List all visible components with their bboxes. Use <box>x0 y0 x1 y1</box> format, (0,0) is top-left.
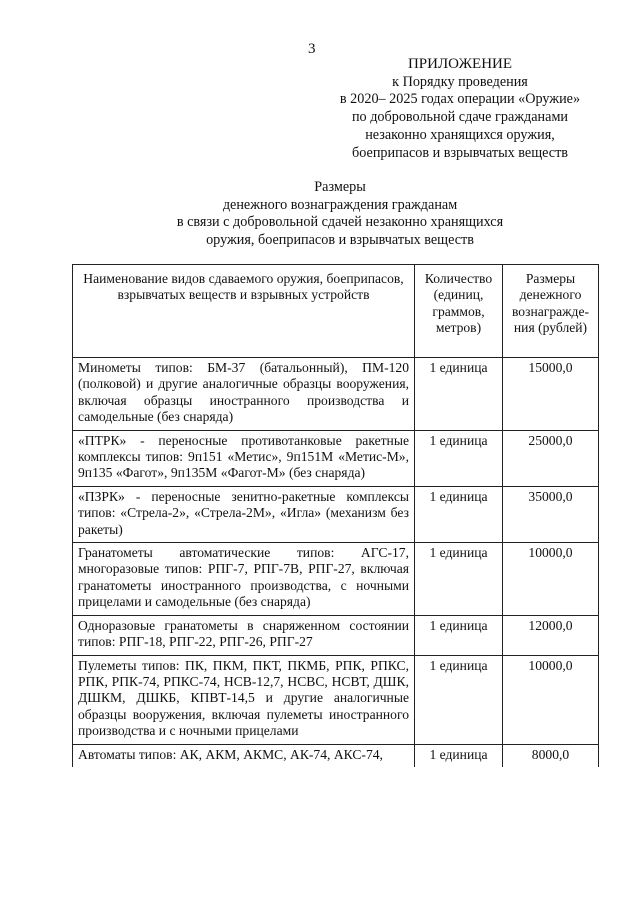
row-amount: 10000,0 <box>503 655 599 744</box>
heading-line: Размеры <box>314 179 366 195</box>
heading-line: оружия, боеприпасов и взрывчатых веществ <box>206 231 474 248</box>
row-name: Гранатометы автоматические типов: АГС-17, многоразовые типов: РПГ-7, РПГ-7В, РПГ-27, включая гранатометы иностранного производства, с ночными прицелами и самодельные (без снаряда) <box>73 543 415 616</box>
row-name: Одноразовые гранатометы в снаряженном состоянии типов: РПГ-18, РПГ-22, РПГ-26, РПГ-27 <box>73 615 415 655</box>
row-amount: 12000,0 <box>503 615 599 655</box>
appendix-title: ПРИЛОЖЕНИЕ <box>407 56 513 72</box>
appendix-line: боеприпасов и взрывчатых веществ <box>352 144 568 161</box>
appendix-line: незаконно хранящихся оружия, <box>365 126 555 143</box>
row-name: Минометы типов: БМ-37 (батальонный), ПМ-120 (полковой) и другие аналогичные образцы вооружения, включая образцы иностранного производства и самодельные (без снаряда) <box>73 358 415 431</box>
heading-line: в связи с добровольной сдачей незаконно хранящихся <box>176 214 504 230</box>
row-amount: 15000,0 <box>503 358 599 431</box>
table-row <box>73 615 599 655</box>
table-row <box>73 655 599 744</box>
appendix-line: к Порядку проведения <box>392 73 528 90</box>
appendix-line: по добровольной сдаче гражданами <box>351 109 569 126</box>
row-quantity: 1 единица <box>415 615 503 655</box>
heading-line: денежного вознаграждения гражданам <box>222 196 458 213</box>
row-amount: 8000,0 <box>503 744 599 767</box>
header-amount: Размеры денежного вознагражде-ния (рублей) <box>503 265 599 358</box>
row-name: «ПЗРК» - переносные зенитно-ракетные комплексы типов: «Стрела-2», «Стрела-2М», «Игла» (механизм без ракеты) <box>73 486 415 542</box>
table-row <box>73 486 599 542</box>
row-amount: 10000,0 <box>503 543 599 616</box>
table-row <box>73 430 599 486</box>
page-number: 3 <box>308 41 316 57</box>
table-header-row <box>73 265 599 358</box>
document-heading <box>60 179 620 249</box>
row-name: «ПТРК» - переносные противотанковые ракетные комплексы типов: 9п151 «Метис», 9п151М «Метис-М», 9п135 «Фагот», 9п135М «Фагот-М» (без снаряда) <box>73 430 415 486</box>
row-quantity: 1 единица <box>415 655 503 744</box>
row-name: Автоматы типов: АК, АКМ, АКМС, АК-74, АКС-74, <box>73 744 415 767</box>
row-name: Пулеметы типов: ПК, ПКМ, ПКТ, ПКМБ, РПК, РПКС, РПК, РПК-74, РПКС-74, НСВ-12,7, НСВС, НСВТ, ДШК, ДШКМ, ДШКБ, КПВТ-14,5 и другие аналогичные образцы вооружения, включая пулеметы иностранного производства и с ночными прицелами <box>73 655 415 744</box>
row-amount: 35000,0 <box>503 486 599 542</box>
header-name: Наименование видов сдаваемого оружия, боеприпасов, взрывчатых веществ и взрывных устройств <box>73 265 415 358</box>
row-quantity: 1 единица <box>415 358 503 431</box>
row-quantity: 1 единица <box>415 486 503 542</box>
row-quantity: 1 единица <box>415 543 503 616</box>
table-row <box>73 543 599 616</box>
table-row <box>73 358 599 431</box>
appendix-block <box>300 56 620 162</box>
reward-table <box>72 264 599 767</box>
appendix-line: в 2020– 2025 годах операции «Оружие» <box>339 91 581 108</box>
header-quantity: Количество (единиц, граммов, метров) <box>415 265 503 358</box>
row-amount: 25000,0 <box>503 430 599 486</box>
table-row <box>73 744 599 767</box>
row-quantity: 1 единица <box>415 430 503 486</box>
row-quantity: 1 единица <box>415 744 503 767</box>
